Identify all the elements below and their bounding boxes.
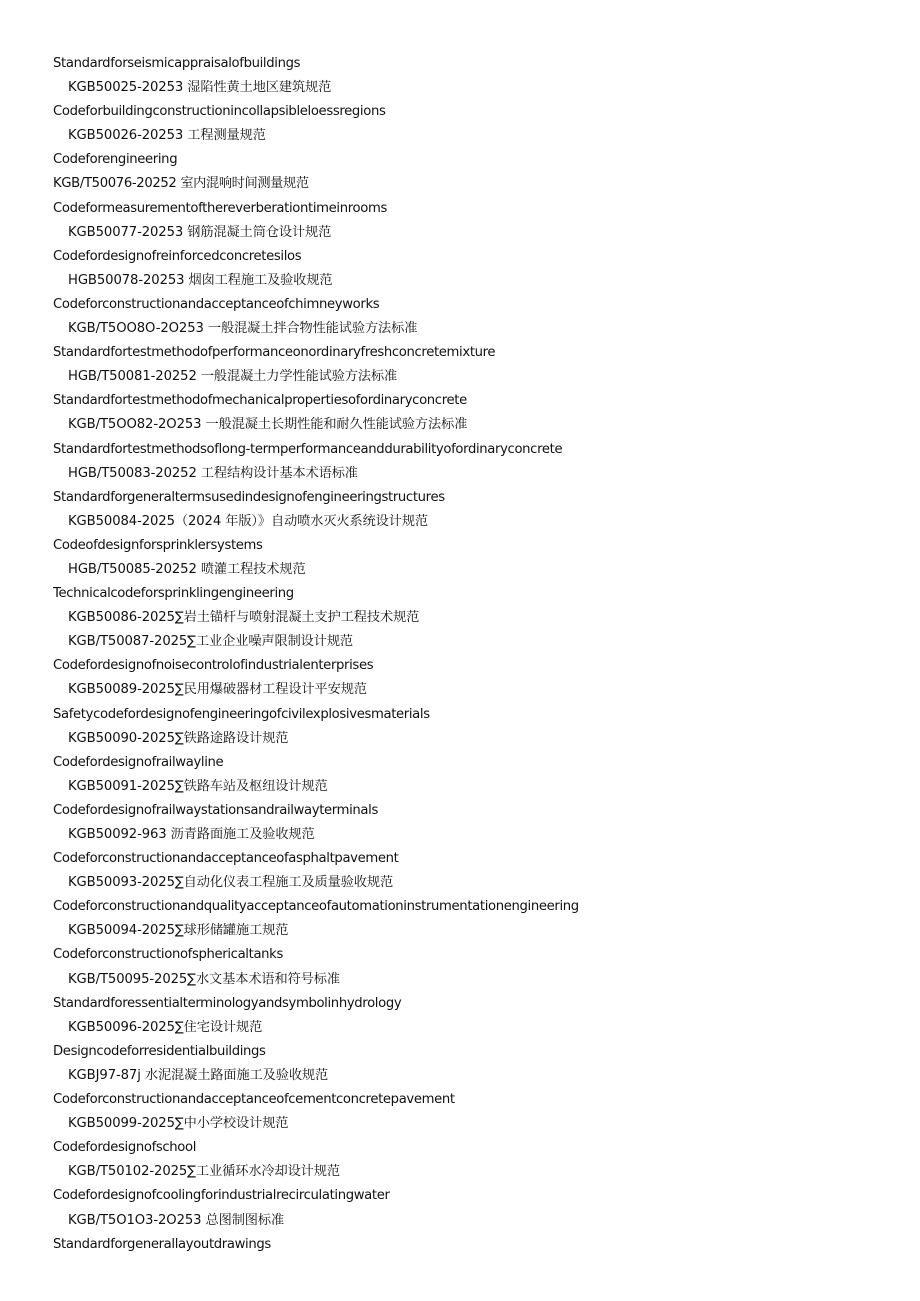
standard-title-line: Codeformeasurementofthereverberationtimeinrooms — [53, 200, 387, 216]
standard-title-line: Designcodeforresidentialbuildings — [53, 1043, 266, 1059]
standard-code-line: KGB50091-2025∑铁路车站及枢纽设计规范 — [68, 778, 328, 794]
standard-title-line: Safetycodefordesignofengineeringofcivilexplosivesmaterials — [53, 706, 430, 722]
standard-title-line: Standardforessentialterminologyandsymbolinhydrology — [53, 995, 402, 1011]
standard-code-line: KGB50099-2025∑中小学校设计规范 — [68, 1116, 289, 1132]
standard-code-line: KGB50086-2025∑岩土锚杆与喷射混凝土支护工程技术规范 — [68, 610, 420, 626]
standard-title-line: Codeforconstructionandacceptanceofasphaltpavement — [53, 851, 399, 867]
standard-code-line: KGB50089-2025∑民用爆破器材工程设计平安规范 — [68, 682, 367, 698]
standard-title-line: Codefordesignofnoisecontrolofindustrialenterprises — [53, 658, 374, 674]
standard-code-line: KGB50090-2025∑铁路途路设计规范 — [68, 730, 289, 746]
standard-code-line: KGB50096-2025∑住宅设计规范 — [68, 1019, 263, 1035]
standard-code-line: KGB/T50102-2025∑工业循环水冷却设计规范 — [68, 1164, 340, 1180]
standard-code-line: KGB/T5O1O3-2O253 总图制图标准 — [68, 1212, 285, 1228]
standard-title-line: Codefordesignofcoolingforindustrialrecirculatingwater — [53, 1188, 390, 1204]
standard-title-line: Codeforconstructionandacceptanceofchimneyworks — [53, 296, 380, 312]
standard-title-line: KGB/T50076-20252 室内混响时间测量规范 — [53, 176, 309, 192]
standard-title-line: Standardforseismicappraisalofbuildings — [53, 56, 301, 71]
standard-code-line: KGB/T5OO82-2O253 一般混凝土长期性能和耐久性能试验方法标准 — [68, 417, 468, 433]
standard-code-line: KGBJ97-87j 水泥混凝土路面施工及验收规范 — [68, 1067, 329, 1083]
standard-title-line: Standardfortestmethodsoflong-termperformanceanddurabilityofordinaryconcrete — [53, 441, 563, 457]
standard-title-line: Codeofdesignforsprinklersystems — [53, 537, 263, 553]
standard-code-line: KGB/T50087-2025∑工业企业噪声限制设计规范 — [68, 634, 354, 650]
standard-title-line: Standardforgenerallayoutdrawings — [53, 1236, 271, 1252]
standard-title-line: Codefordesignofreinforcedconcretesilos — [53, 248, 302, 264]
standard-code-line: KGB50026-20253 工程测量规范 — [68, 128, 266, 144]
standard-code-line: KGB50084-2025（2024 年版）》自动喷水灭火系统设计规范 — [68, 513, 429, 529]
standard-code-line: KGB/T50095-2025∑水文基本术语和符号标准 — [68, 971, 340, 987]
standard-code-line: KGB50093-2025∑自动化仪表工程施工及质量验收规范 — [68, 875, 394, 891]
standard-code-line: HGB50078-20253 烟囱工程施工及验收规范 — [68, 272, 333, 288]
standard-title-line: Codefordesignofrailwayline — [53, 754, 224, 770]
standard-code-line: KGB50077-20253 钢筋混凝土筒仓设计规范 — [68, 224, 332, 240]
standard-code-line: HGB/T50085-20252 喷灌工程技术规范 — [68, 561, 306, 577]
standard-code-line: KGB50025-20253 湿陷性黄土地区建筑规范 — [68, 80, 332, 96]
standard-code-line: KGB50092-963 沥青路面施工及验收规范 — [68, 827, 315, 842]
standard-title-line: Codefordesignofschool — [53, 1140, 197, 1156]
standard-code-line: HGB/T50083-20252 工程结构设计基本术语标准 — [68, 465, 358, 481]
standard-code-line: KGB/T5OO8O-2O253 一般混凝土拌合物性能试验方法标准 — [68, 321, 418, 337]
standard-title-line: Standardforgeneraltermsusedindesignofengineeringstructures — [53, 489, 445, 505]
standard-code-line: KGB50094-2025∑球形储罐施工规范 — [68, 923, 289, 939]
standard-title-line: Standardfortestmethodofperformanceonordinaryfreshconcretemixture — [53, 345, 496, 361]
standard-title-line: Codeforconstructionandqualityacceptanceofautomationinstrumentationengineering — [53, 899, 579, 915]
standard-title-line: Codeforconstructionofsphericaltanks — [53, 947, 283, 963]
standard-title-line: Codeforengineering — [53, 152, 178, 168]
standard-title-line: Codeforconstructionandacceptanceofcementconcretepavement — [53, 1092, 455, 1108]
document-page — [0, 52, 920, 1257]
standard-title-line: Standardfortestmethodofmechanicalpropertiesofordinaryconcrete — [53, 393, 467, 409]
standard-title-line: Technicalcodeforsprinklingengineering — [53, 586, 294, 602]
standard-title-line: Codeforbuildingconstructionincollapsibleloessregions — [53, 104, 386, 120]
standard-title-line: Codefordesignofrailwaystationsandrailwayterminals — [53, 802, 378, 818]
standard-code-line: HGB/T50081-20252 一般混凝土力学性能试验方法标准 — [68, 369, 398, 385]
